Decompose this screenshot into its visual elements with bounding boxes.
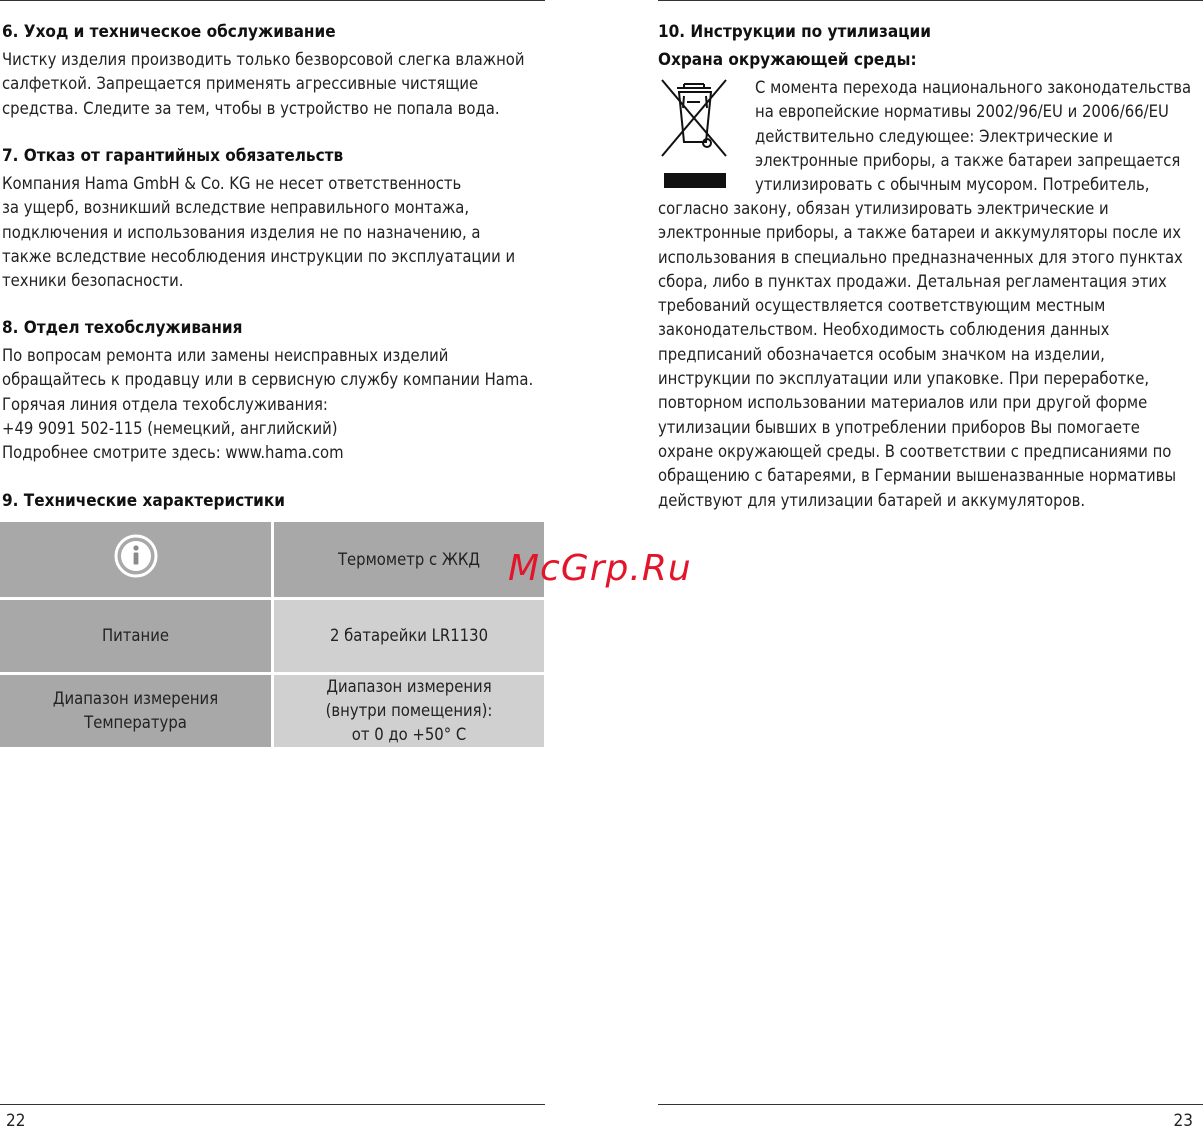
text-line: действительно следующее: Электрические и xyxy=(755,126,1113,146)
info-icon xyxy=(114,534,158,585)
section-6 xyxy=(2,21,525,121)
disposal-text xyxy=(658,197,1183,513)
section-10-subheading: Охрана окружающей среды: xyxy=(658,50,917,70)
section-8-body xyxy=(2,344,533,465)
section-8-heading: 8. Отдел техобслуживания xyxy=(2,318,243,338)
section-6-body xyxy=(2,48,525,121)
section-9 xyxy=(2,490,285,512)
spec-icon-cell xyxy=(0,522,271,597)
crossed-out-wheelie-bin-icon xyxy=(658,76,730,194)
text-line: техники безопасности. xyxy=(2,271,184,291)
section-8 xyxy=(2,317,533,465)
text-line: законодательством. Необходимость соблюдения данных xyxy=(658,320,1110,340)
section-6-heading: 6. Уход и техническое обслуживание xyxy=(2,22,336,42)
text-line: на европейские нормативы 2002/96/EU и 2006/66/EU xyxy=(755,102,1169,122)
text-line: инструкции по эксплуатации или упаковке. При переработке, xyxy=(658,369,1150,389)
section-7-body xyxy=(2,172,515,293)
text-line: электронные приборы, а также батареи и аккумуляторы после их xyxy=(658,223,1181,243)
spec-row-product xyxy=(0,522,544,597)
left-page xyxy=(2,0,547,1133)
text-line: действуют для утилизации батарей и аккумуляторов. xyxy=(658,490,1086,510)
bottom-rule-right xyxy=(658,1104,1203,1105)
text-line: утилизировать с обычным мусором. Потребитель, xyxy=(755,175,1150,195)
text-line: +49 9091 502-115 (немецкий, английский) xyxy=(2,418,338,438)
text-line: использования в специально предназначенных для этого пунктах xyxy=(658,247,1183,267)
text-line: Диапазон измерения xyxy=(52,689,219,708)
text-line: подключения и использования изделия не по назначению, а xyxy=(2,222,481,242)
spec-row-range xyxy=(0,675,544,747)
section-7 xyxy=(2,145,515,293)
text-line: требований осуществляется соответствующим местным xyxy=(658,296,1106,316)
spec-product-value: Термометр с ЖКД xyxy=(271,522,544,597)
text-line: за ущерб, возникший вследствие неправильного монтажа, xyxy=(2,198,470,218)
text-line: сбора, либо в пунктах продажи. Детальная регламентация этих xyxy=(658,271,1167,291)
bottom-rule-left xyxy=(0,1104,545,1105)
text-line: С момента перехода национального законодательства xyxy=(755,78,1192,97)
section-9-heading: 9. Технические характеристики xyxy=(2,491,285,511)
text-line: обращайтесь к продавцу или в сервисную службу компании Hama. xyxy=(2,370,534,390)
text-line: обращению с батареями, в Германии вышеназванные нормативы xyxy=(658,466,1177,486)
text-line: предписаний обозначается особым значком на изделии, xyxy=(658,344,1105,364)
text-line: согласно закону, обязан утилизировать электрические и xyxy=(658,199,1109,218)
text-line: электронные приборы, а также батареи запрещается xyxy=(755,150,1181,170)
section-10-heading: 10. Инструкции по утилизации xyxy=(658,22,931,42)
text-line: Чистку изделия производить только безворсовой слегка влажной xyxy=(2,50,525,69)
page-number-right: 23 xyxy=(1173,1111,1193,1131)
text-line: Температура xyxy=(84,713,187,732)
text-line: По вопросам ремонта или замены неисправных изделий xyxy=(2,346,449,365)
text-line: Компания Hama GmbH & Co. KG не несет ответственность xyxy=(2,174,462,193)
spec-power-value: 2 батарейки LR1130 xyxy=(271,600,544,672)
text-line: Горячая линия отдела техобслуживания: xyxy=(2,394,328,414)
text-line: средства. Следите за тем, чтобы в устройство не попала вода. xyxy=(2,98,500,118)
text-line: (внутри помещения): xyxy=(325,701,493,720)
text-line: охране окружающей среды. В соответствии с предписаниями по xyxy=(658,441,1172,461)
right-page xyxy=(658,0,1203,1133)
text-line: от 0 до +50° C xyxy=(351,725,467,744)
text-line: также вследствие несоблюдения инструкции по эксплуатации и xyxy=(2,246,516,266)
text-line: повторном использовании материалов или при другой форме xyxy=(658,393,1148,413)
text-line: утилизации бывших в употреблении приборов Вы помогаете xyxy=(658,417,1140,437)
spec-range-value xyxy=(271,675,544,747)
section-10 xyxy=(658,21,931,71)
spec-row-power xyxy=(0,600,544,672)
spec-table xyxy=(0,522,544,747)
disposal-text-beside-icon xyxy=(755,76,1191,197)
page-number-left: 22 xyxy=(6,1111,26,1131)
section-7-heading: 7. Отказ от гарантийных обязательств xyxy=(2,146,344,166)
text-line: Диапазон измерения xyxy=(326,677,492,696)
spec-power-label: Питание xyxy=(0,600,271,672)
watermark: McGrp.Ru xyxy=(508,548,692,589)
spec-range-label xyxy=(0,675,271,747)
text-line: Подробнее смотрите здесь: www.hama.com xyxy=(2,443,344,463)
text-line: салфеткой. Запрещается применять агрессивные чистящие xyxy=(2,74,479,94)
